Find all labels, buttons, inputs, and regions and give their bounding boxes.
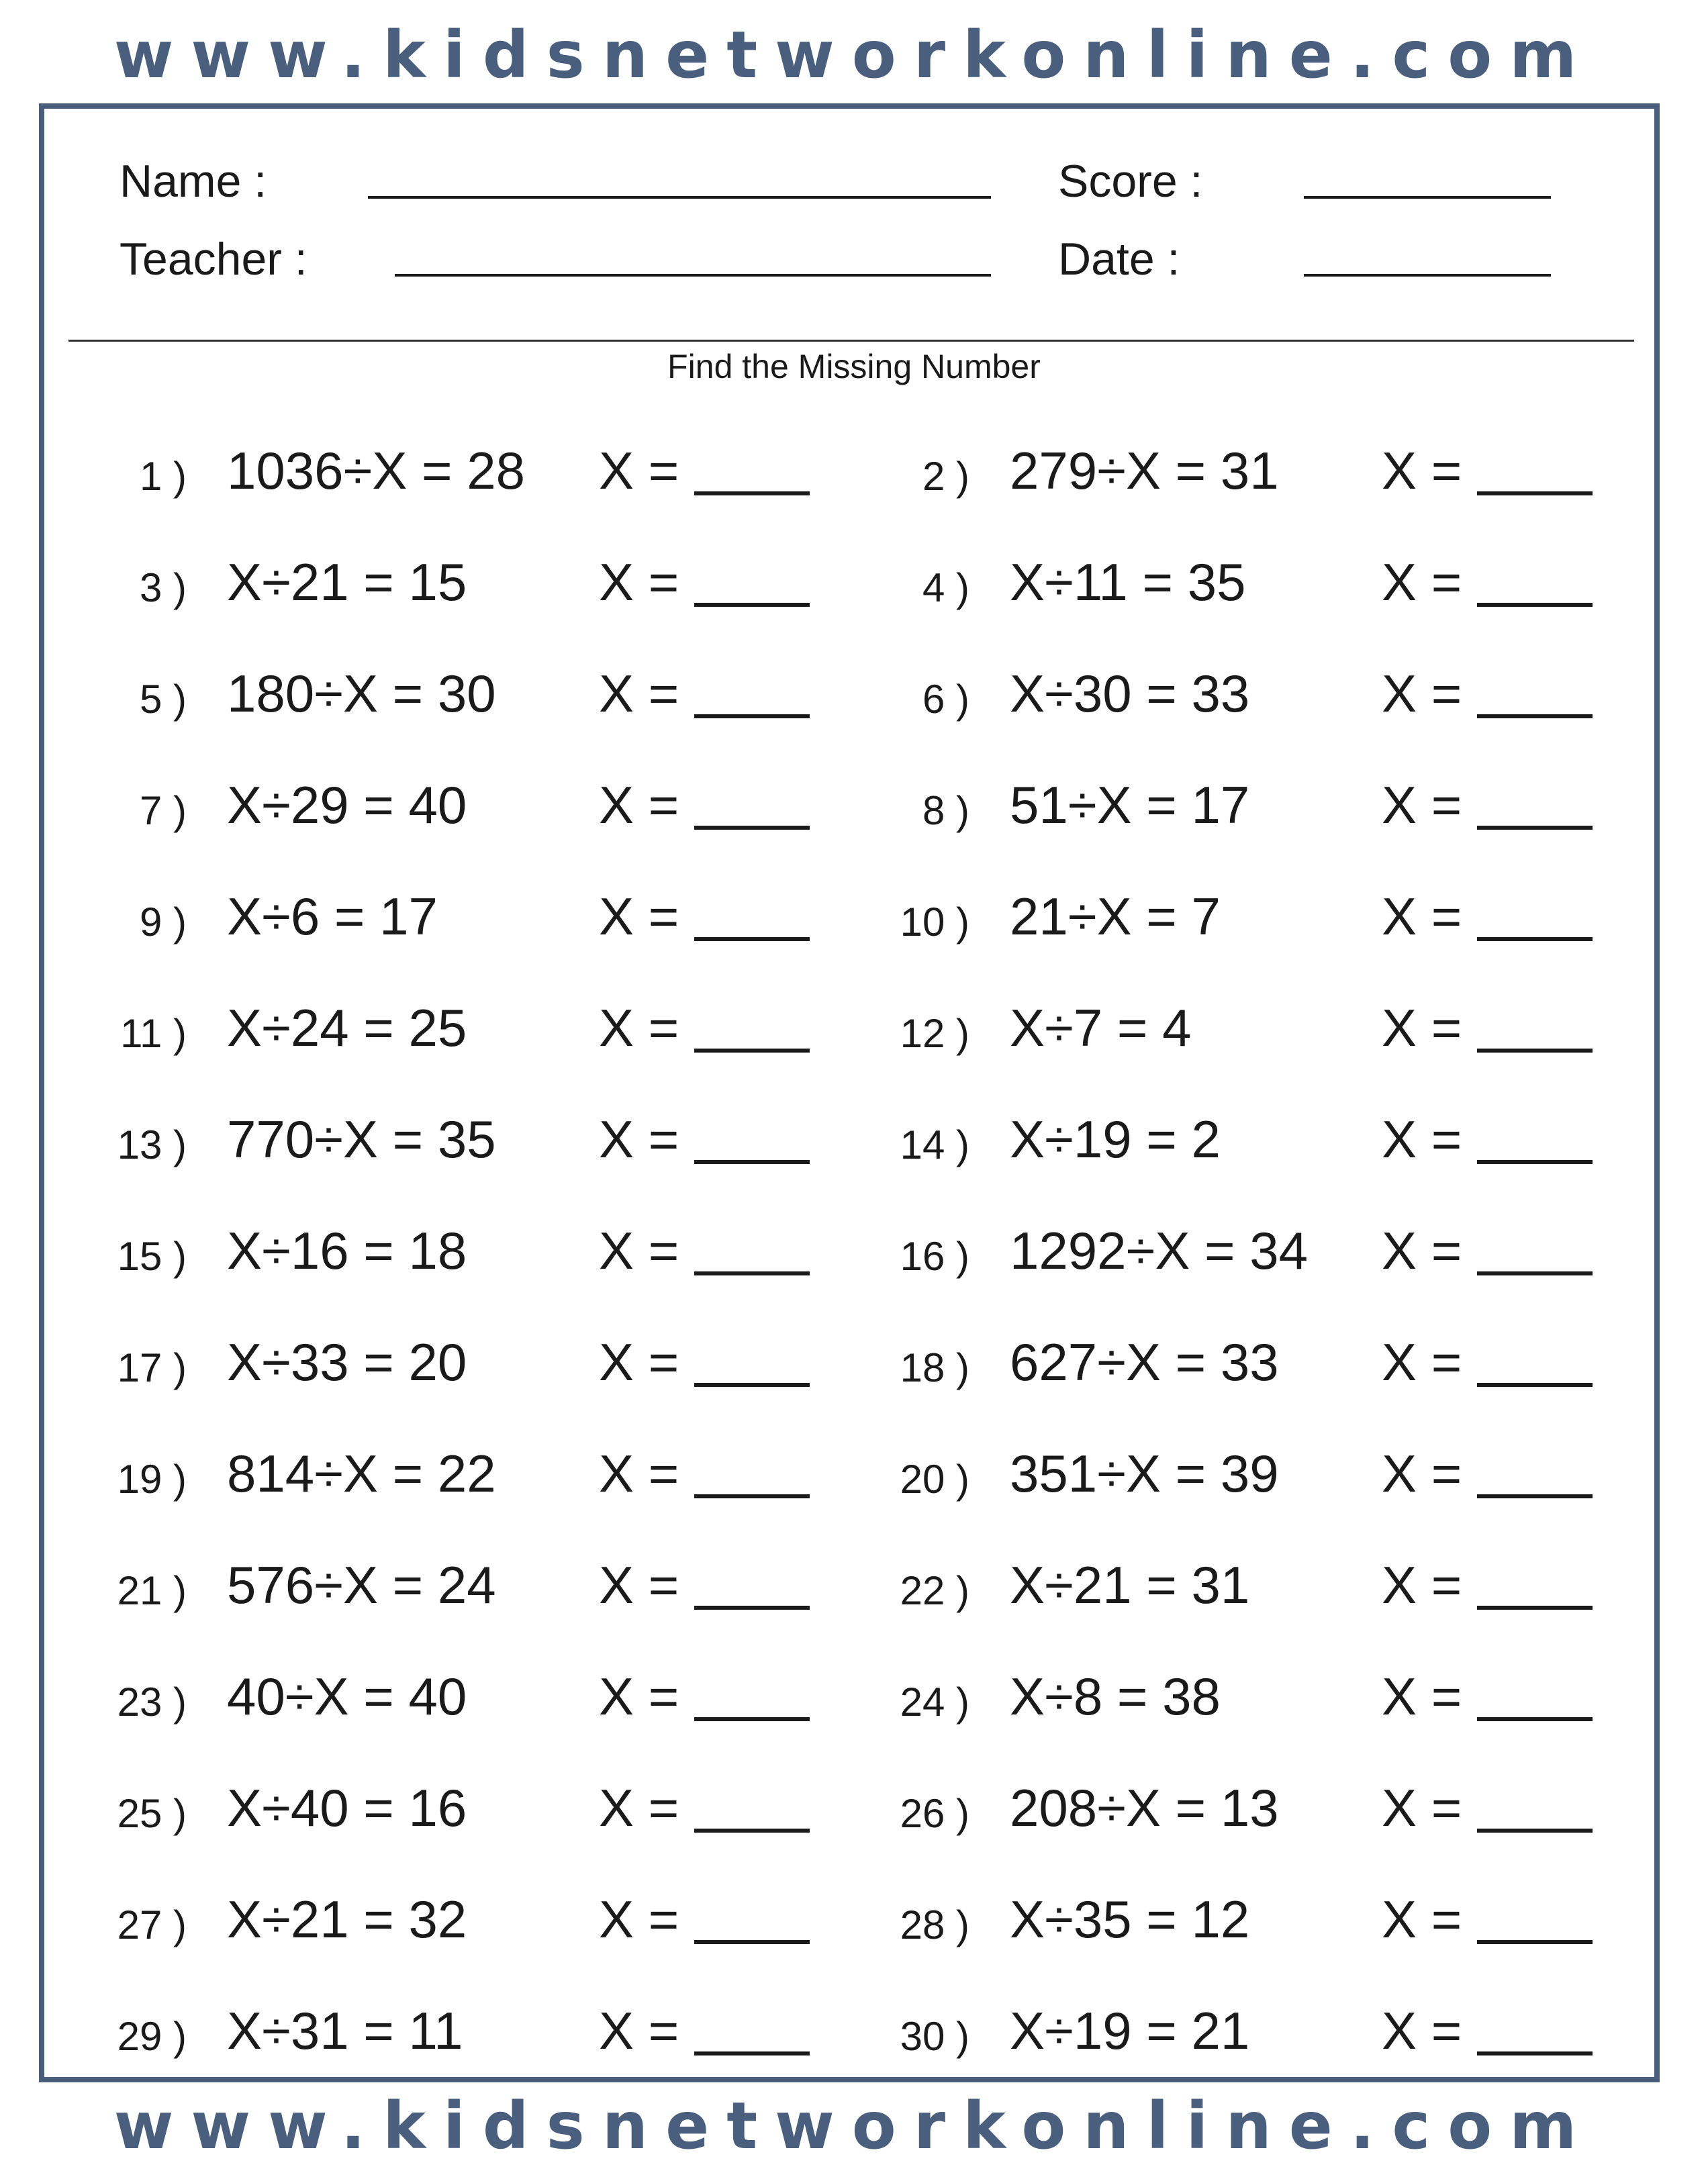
problem-number: 9 ) [139, 900, 187, 945]
problem-number-wrap [52, 549, 187, 610]
answer-prefix: X = [599, 664, 679, 723]
answer-blank[interactable] [1477, 603, 1593, 607]
problem-number-wrap [835, 1552, 969, 1612]
problem-item [52, 661, 845, 721]
problem-number-wrap [52, 661, 187, 721]
problem-item [835, 1775, 1627, 1835]
problem-equation: X÷21 = 31 [1010, 1555, 1250, 1614]
answer-blank[interactable] [694, 1606, 810, 1610]
problem-number-wrap [52, 1106, 187, 1167]
problem-number-wrap [52, 883, 187, 944]
answer-blank[interactable] [1477, 1271, 1593, 1275]
answer-blank[interactable] [694, 1829, 810, 1833]
problem-number: 2 ) [922, 454, 969, 499]
problem-number-wrap [52, 995, 187, 1055]
problem-number: 8 ) [922, 788, 969, 833]
answer-prefix: X = [1382, 1555, 1462, 1614]
problem-number: 19 ) [117, 1457, 187, 1502]
problem-number-wrap [52, 1218, 187, 1278]
problem-item [52, 995, 845, 1055]
problem-item [835, 883, 1627, 944]
problem-number: 21 ) [117, 1568, 187, 1613]
problem-equation: 51÷X = 17 [1010, 775, 1250, 834]
problem-item [52, 1329, 845, 1390]
problem-equation: 21÷X = 7 [1010, 887, 1221, 946]
problem-number: 11 ) [120, 1011, 187, 1056]
problem-number: 3 ) [139, 565, 187, 610]
answer-blank[interactable] [694, 1940, 810, 1944]
answer-blank[interactable] [1477, 1940, 1593, 1944]
problem-number-wrap [52, 438, 187, 498]
problem-equation: X÷29 = 40 [227, 775, 467, 834]
answer-blank[interactable] [694, 2051, 810, 2055]
answer-prefix: X = [1382, 1890, 1462, 1949]
problem-number: 7 ) [139, 788, 187, 833]
problem-item [835, 1663, 1627, 1724]
problem-item [52, 1886, 845, 1947]
answer-blank[interactable] [1477, 2051, 1593, 2055]
answer-prefix: X = [1382, 552, 1462, 612]
problem-item [52, 438, 845, 498]
answer-prefix: X = [1382, 1778, 1462, 1837]
problem-equation: X÷11 = 35 [1010, 552, 1246, 612]
answer-blank[interactable] [694, 1494, 810, 1498]
problem-equation: 1036÷X = 28 [227, 441, 526, 500]
problem-number: 6 ) [922, 677, 969, 722]
answer-blank[interactable] [1477, 1049, 1593, 1053]
problem-equation: X÷8 = 38 [1010, 1667, 1221, 1726]
answer-blank[interactable] [1477, 1829, 1593, 1833]
problem-number-wrap [52, 1329, 187, 1390]
teacher-label: Teacher : [120, 234, 307, 285]
answer-prefix: X = [599, 887, 679, 946]
answer-blank[interactable] [694, 937, 810, 941]
answer-prefix: X = [599, 1110, 679, 1169]
problem-number: 18 ) [900, 1345, 969, 1390]
problem-number-wrap [52, 1998, 187, 2058]
answer-prefix: X = [599, 998, 679, 1057]
problem-equation: 814÷X = 22 [227, 1444, 496, 1503]
problem-number: 30 ) [900, 2014, 969, 2059]
problem-equation: X÷21 = 32 [227, 1890, 467, 1949]
answer-blank[interactable] [1477, 1717, 1593, 1721]
problem-number: 1 ) [139, 454, 187, 499]
problem-number: 20 ) [900, 1457, 969, 1502]
answer-blank[interactable] [694, 826, 810, 830]
problem-equation: 40÷X = 40 [227, 1667, 467, 1726]
answer-blank[interactable] [1477, 826, 1593, 830]
answer-prefix: X = [599, 1221, 679, 1280]
problem-equation: 351÷X = 39 [1010, 1444, 1279, 1503]
problem-item [835, 549, 1627, 610]
problem-equation: X÷7 = 4 [1010, 998, 1192, 1057]
answer-prefix: X = [1382, 441, 1462, 500]
problem-number-wrap [835, 1106, 969, 1167]
answer-blank[interactable] [1477, 1606, 1593, 1610]
problem-equation: 576÷X = 24 [227, 1555, 496, 1614]
answer-prefix: X = [599, 2001, 679, 2060]
problem-equation: X÷35 = 12 [1010, 1890, 1250, 1949]
answer-blank[interactable] [1477, 1383, 1593, 1387]
problem-equation: 770÷X = 35 [227, 1110, 496, 1169]
problem-item [835, 438, 1627, 498]
problem-item [52, 1998, 845, 2058]
problem-number-wrap [835, 1998, 969, 2058]
name-label: Name : [120, 156, 267, 207]
problem-equation: X÷19 = 2 [1010, 1110, 1221, 1169]
problem-item [52, 1775, 845, 1835]
problem-item [52, 1218, 845, 1278]
problem-number: 23 ) [117, 1680, 187, 1725]
problem-number-wrap [52, 772, 187, 832]
problem-item [835, 772, 1627, 832]
problem-number-wrap [52, 1775, 187, 1835]
problem-item [835, 1552, 1627, 1612]
problem-equation: 279÷X = 31 [1010, 441, 1279, 500]
problem-number: 5 ) [139, 677, 187, 722]
problem-item [52, 772, 845, 832]
problem-item [52, 1106, 845, 1167]
problem-equation: 1292÷X = 34 [1010, 1221, 1309, 1280]
answer-blank[interactable] [694, 1271, 810, 1275]
problem-number: 29 ) [117, 2014, 187, 2059]
problem-item [835, 661, 1627, 721]
problem-equation: X÷33 = 20 [227, 1333, 467, 1392]
answer-prefix: X = [1382, 998, 1462, 1057]
problem-number-wrap [835, 1218, 969, 1278]
problem-number: 4 ) [922, 565, 969, 610]
problem-number: 17 ) [117, 1345, 187, 1390]
problem-equation: 180÷X = 30 [227, 664, 496, 723]
problem-number-wrap [52, 1441, 187, 1501]
problem-number-wrap [835, 772, 969, 832]
problem-number-wrap [52, 1552, 187, 1612]
answer-prefix: X = [1382, 887, 1462, 946]
problem-number: 27 ) [117, 1902, 187, 1947]
answer-blank[interactable] [694, 1383, 810, 1387]
answer-prefix: X = [599, 1890, 679, 1949]
problem-number: 15 ) [117, 1234, 187, 1279]
instructions-heading: Find the Missing Number [667, 348, 1041, 385]
answer-blank[interactable] [1477, 491, 1593, 495]
problem-item [835, 1441, 1627, 1501]
problem-number: 12 ) [900, 1011, 969, 1056]
problem-equation: 208÷X = 13 [1010, 1778, 1279, 1837]
answer-prefix: X = [599, 1667, 679, 1726]
answer-blank[interactable] [1477, 1494, 1593, 1498]
answer-prefix: X = [599, 775, 679, 834]
answer-blank[interactable] [694, 1049, 810, 1053]
site-url-bottom: www.kidsnetworkonline.com [113, 2088, 1595, 2164]
problem-equation: X÷31 = 11 [227, 2001, 463, 2060]
problem-equation: X÷16 = 18 [227, 1221, 467, 1280]
problem-number: 10 ) [900, 900, 969, 945]
answer-blank[interactable] [694, 1160, 810, 1164]
problem-number-wrap [835, 883, 969, 944]
answer-prefix: X = [1382, 1110, 1462, 1169]
answer-blank[interactable] [694, 714, 810, 718]
problem-item [835, 1998, 1627, 2058]
problem-item [52, 1552, 845, 1612]
answer-prefix: X = [1382, 775, 1462, 834]
problem-number: 14 ) [900, 1122, 969, 1167]
problem-equation: X÷40 = 16 [227, 1778, 467, 1837]
answer-prefix: X = [599, 1333, 679, 1392]
answer-blank[interactable] [1477, 937, 1593, 941]
problem-number: 26 ) [900, 1791, 969, 1836]
problem-number-wrap [835, 661, 969, 721]
problem-item [835, 995, 1627, 1055]
problem-item [835, 1218, 1627, 1278]
problem-number: 28 ) [900, 1902, 969, 1947]
problem-number-wrap [835, 995, 969, 1055]
answer-prefix: X = [1382, 1667, 1462, 1726]
problem-number-wrap [835, 1329, 969, 1390]
answer-blank[interactable] [1477, 714, 1593, 718]
answer-blank[interactable] [694, 491, 810, 495]
score-label: Score : [1058, 156, 1203, 207]
problem-number-wrap [835, 1663, 969, 1724]
problem-equation: 627÷X = 33 [1010, 1333, 1279, 1392]
problem-number: 13 ) [117, 1122, 187, 1167]
problem-number-wrap [835, 549, 969, 610]
answer-prefix: X = [599, 1555, 679, 1614]
answer-prefix: X = [1382, 1221, 1462, 1280]
problem-item [835, 1106, 1627, 1167]
problem-equation: X÷30 = 33 [1010, 664, 1250, 723]
problem-item [52, 1441, 845, 1501]
answer-blank[interactable] [694, 1717, 810, 1721]
problem-item [52, 1663, 845, 1724]
answer-prefix: X = [1382, 2001, 1462, 2060]
answer-prefix: X = [1382, 664, 1462, 723]
problem-number: 25 ) [117, 1791, 187, 1836]
problem-equation: X÷6 = 17 [227, 887, 438, 946]
problem-number: 22 ) [900, 1568, 969, 1613]
problem-equation: X÷24 = 25 [227, 998, 467, 1057]
problem-equation: X÷19 = 21 [1010, 2001, 1250, 2060]
answer-blank[interactable] [694, 603, 810, 607]
problem-number-wrap [52, 1886, 187, 1947]
problem-number-wrap [835, 1775, 969, 1835]
problem-item [52, 549, 845, 610]
problem-item [835, 1329, 1627, 1390]
answer-prefix: X = [1382, 1444, 1462, 1503]
answer-prefix: X = [1382, 1333, 1462, 1392]
problem-number-wrap [835, 1441, 969, 1501]
problem-number: 16 ) [900, 1234, 969, 1279]
answer-prefix: X = [599, 1444, 679, 1503]
problem-number-wrap [52, 1663, 187, 1724]
site-url-top: www.kidsnetworkonline.com [113, 17, 1595, 93]
problem-equation: X÷21 = 15 [227, 552, 467, 612]
problem-number-wrap [835, 438, 969, 498]
problem-number-wrap [835, 1886, 969, 1947]
answer-prefix: X = [599, 441, 679, 500]
date-label: Date : [1058, 234, 1180, 285]
problem-number: 24 ) [900, 1680, 969, 1725]
answer-blank[interactable] [1477, 1160, 1593, 1164]
answer-prefix: X = [599, 1778, 679, 1837]
problem-item [835, 1886, 1627, 1947]
problem-item [52, 883, 845, 944]
answer-prefix: X = [599, 552, 679, 612]
